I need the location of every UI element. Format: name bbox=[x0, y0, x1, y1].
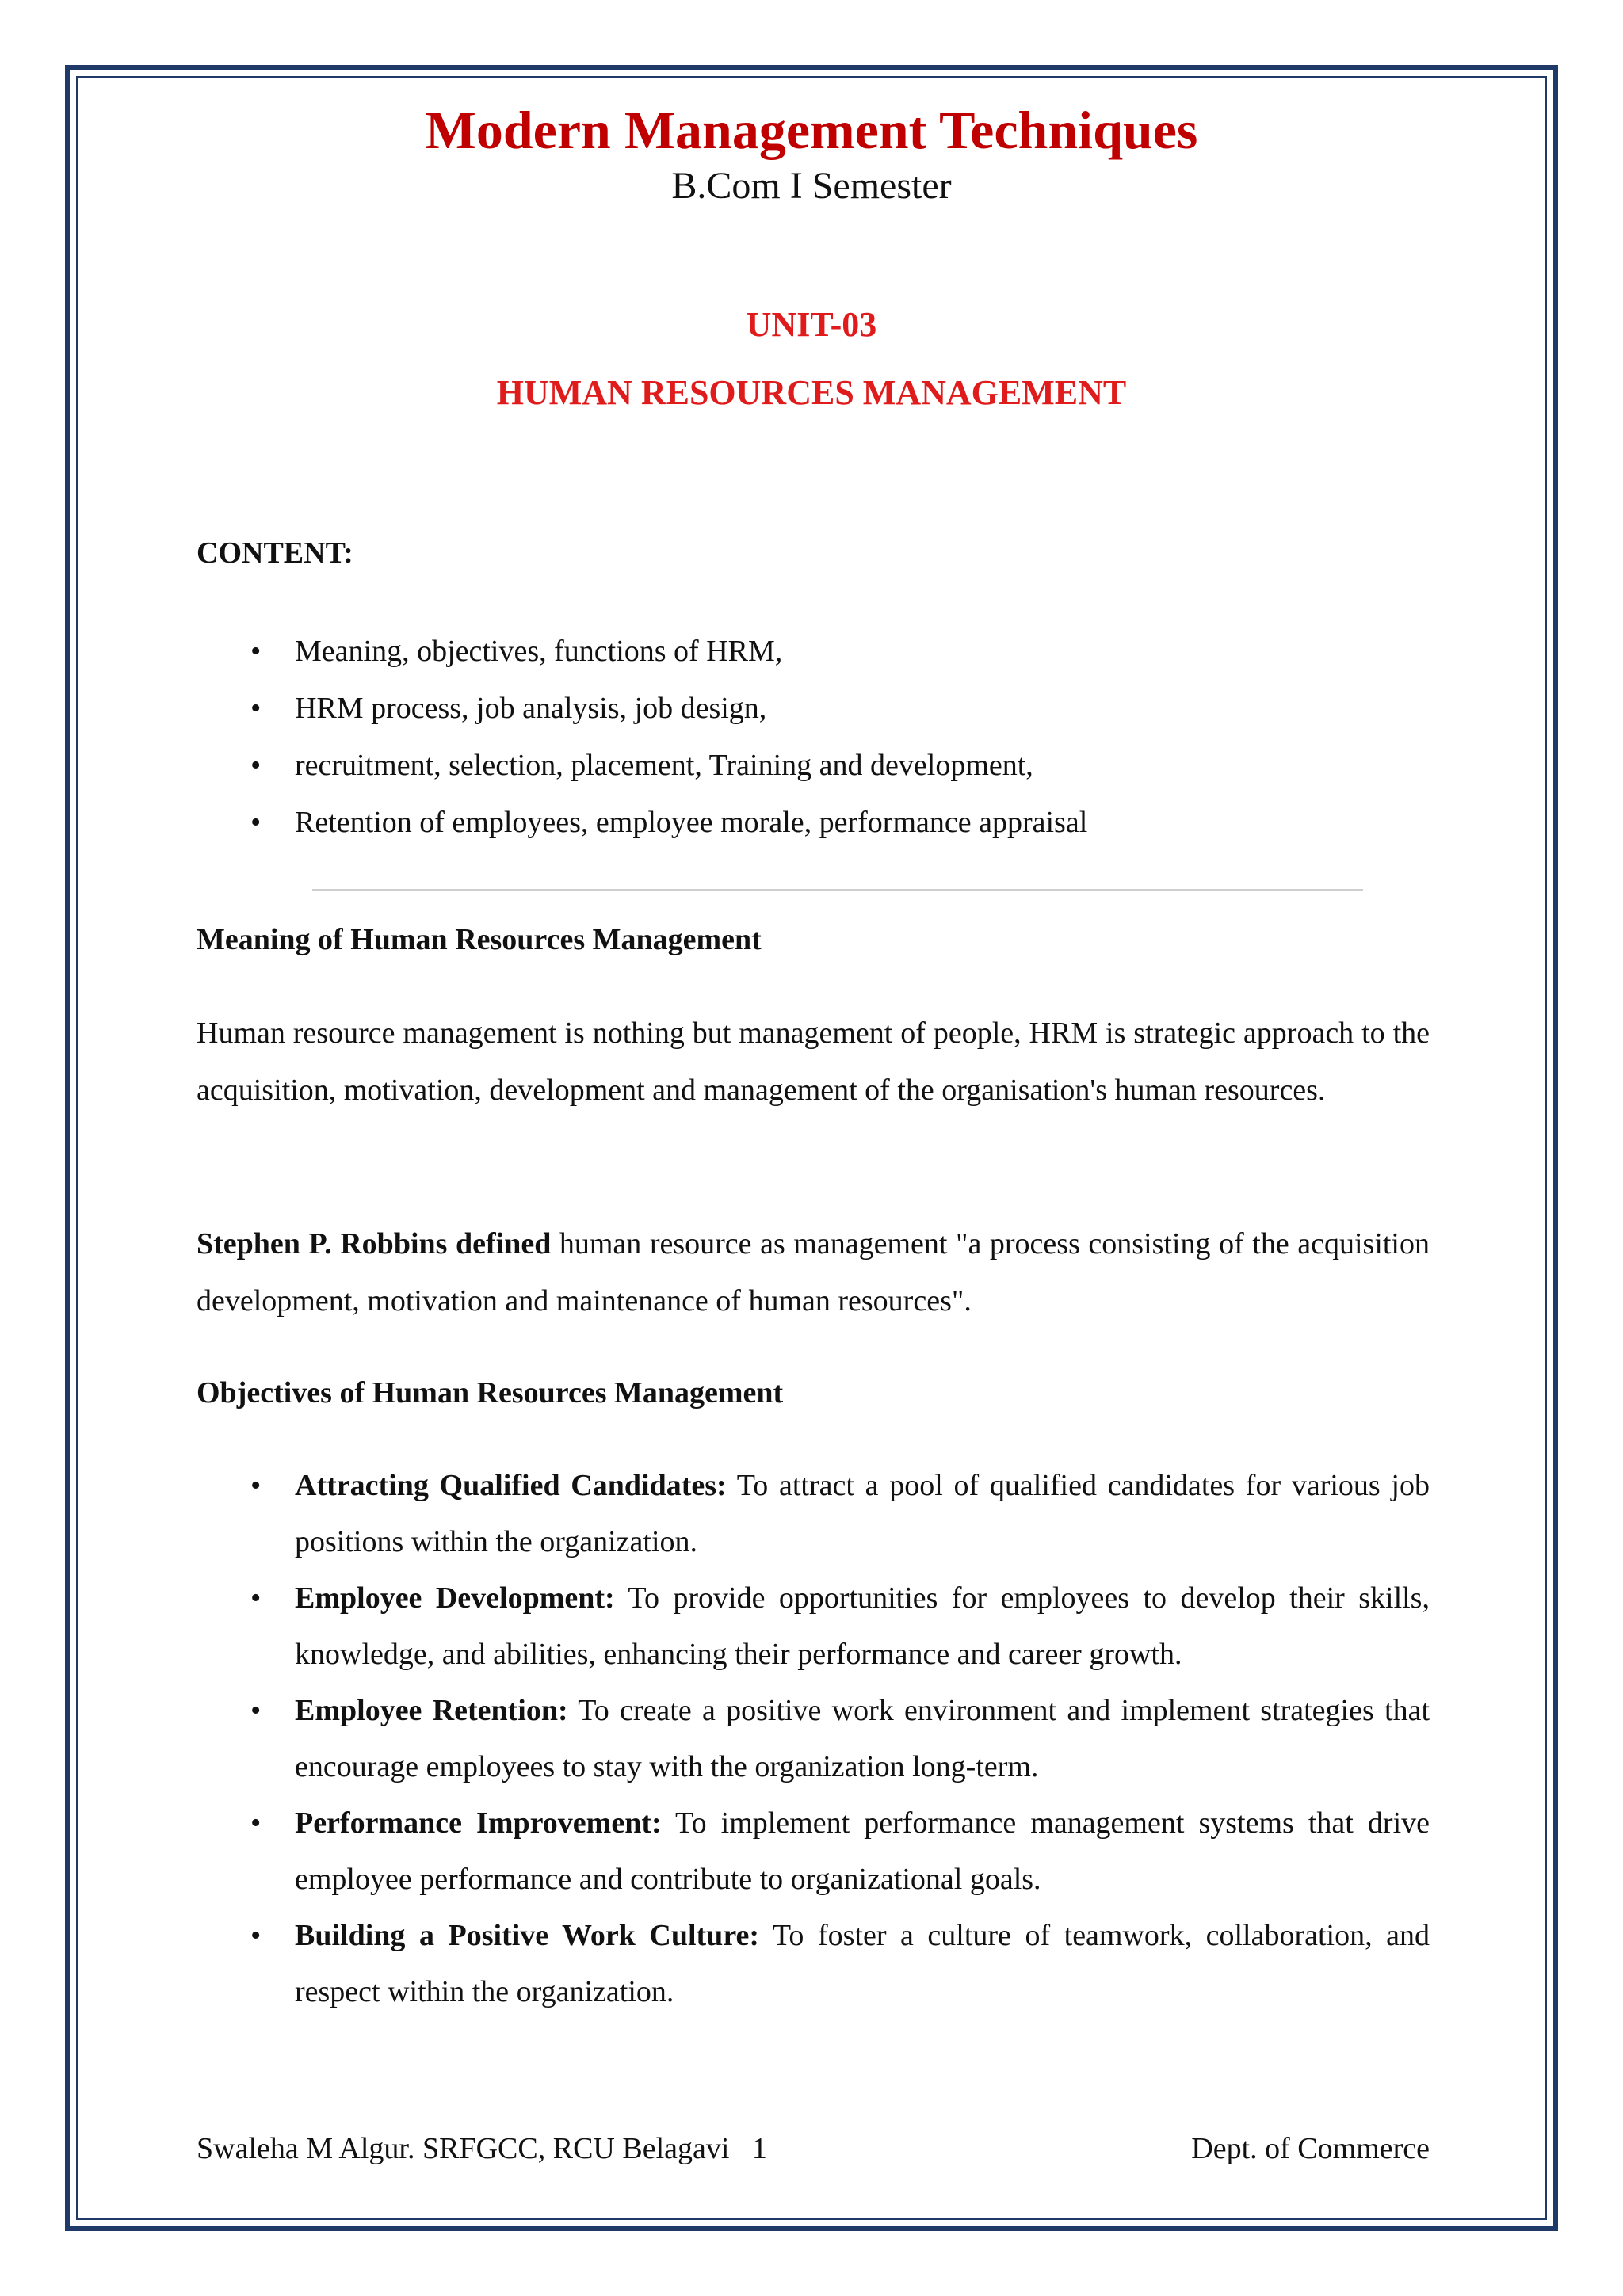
footer-author: Swaleha M Algur. SRFGCC, RCU Belagavi 1 bbox=[197, 2132, 767, 2165]
objective-term: Building a Positive Work Culture: bbox=[295, 1919, 760, 1952]
objective-item bbox=[197, 1458, 1430, 1570]
content-list-item bbox=[197, 623, 1430, 680]
bullet-icon: • bbox=[250, 1919, 262, 1952]
meaning-heading: Meaning of Human Resources Management bbox=[197, 923, 762, 956]
bullet-icon: • bbox=[250, 692, 262, 725]
bullet-icon: • bbox=[250, 635, 262, 668]
definition-lead: Stephen P. Robbins defined bbox=[197, 1227, 552, 1261]
bullet-icon: • bbox=[250, 1581, 262, 1615]
content-list-item bbox=[197, 737, 1430, 794]
objective-term: Employee Retention: bbox=[295, 1694, 568, 1727]
objective-item bbox=[197, 1795, 1430, 1908]
unit-label: UNIT-03 bbox=[746, 305, 877, 344]
objective-item bbox=[197, 1683, 1430, 1795]
definition-text: human resource as management "a process consisting of the acquisition development, motivation and maintenance of human resources". bbox=[197, 1227, 1430, 1318]
content-list-item bbox=[197, 680, 1430, 737]
objective-text: To foster a culture of teamwork, collaboration, and respect within the organization. bbox=[295, 1919, 1430, 2008]
horizontal-divider bbox=[312, 889, 1363, 891]
content-heading: CONTENT: bbox=[197, 536, 353, 570]
objective-text: To provide opportunities for employees to develop their skills, knowledge, and abilities, enhancing their performance and career growth. bbox=[295, 1581, 1430, 1671]
document-title: Modern Management Techniques bbox=[425, 100, 1198, 160]
unit-title: HUMAN RESOURCES MANAGEMENT bbox=[496, 373, 1127, 412]
meaning-paragraph: Human resource management is nothing but management of people, HRM is strategic approach to the acquisition, motivation, development and management of the organisation's human resources. bbox=[197, 1016, 1430, 1107]
content-list bbox=[197, 623, 1430, 851]
objective-item bbox=[197, 1908, 1430, 2020]
objective-item bbox=[197, 1570, 1430, 1683]
objective-text: To implement performance management systems that drive employee performance and contribute to organizational goals. bbox=[295, 1806, 1430, 1896]
objective-term: Employee Development: bbox=[295, 1581, 615, 1615]
content-list-item bbox=[197, 794, 1430, 851]
bullet-icon: • bbox=[250, 806, 262, 839]
bullet-icon: • bbox=[250, 1694, 262, 1727]
definition-paragraph bbox=[197, 1215, 1430, 1329]
bullet-icon: • bbox=[250, 1806, 262, 1840]
content-item-text: HRM process, job analysis, job design, bbox=[295, 692, 767, 725]
objectives-heading: Objectives of Human Resources Management bbox=[197, 1376, 784, 1409]
objective-text: To create a positive work environment and implement strategies that encourage employees to stay with the organization long-term. bbox=[295, 1694, 1430, 1783]
bullet-icon: • bbox=[250, 1469, 262, 1502]
content-item-text: Meaning, objectives, functions of HRM, bbox=[295, 635, 783, 668]
document-subtitle: B.Com I Semester bbox=[671, 165, 952, 207]
objective-term: Performance Improvement: bbox=[295, 1806, 662, 1840]
content-item-text: Retention of employees, employee morale, performance appraisal bbox=[295, 806, 1088, 839]
footer-department: Dept. of Commerce bbox=[1191, 2132, 1430, 2165]
content-item-text: recruitment, selection, placement, Training and development, bbox=[295, 749, 1033, 782]
objective-text: To attract a pool of qualified candidates for various job positions within the organization. bbox=[295, 1469, 1430, 1558]
bullet-icon: • bbox=[250, 749, 262, 782]
objectives-list bbox=[197, 1458, 1430, 2020]
objective-term: Attracting Qualified Candidates: bbox=[295, 1469, 727, 1502]
